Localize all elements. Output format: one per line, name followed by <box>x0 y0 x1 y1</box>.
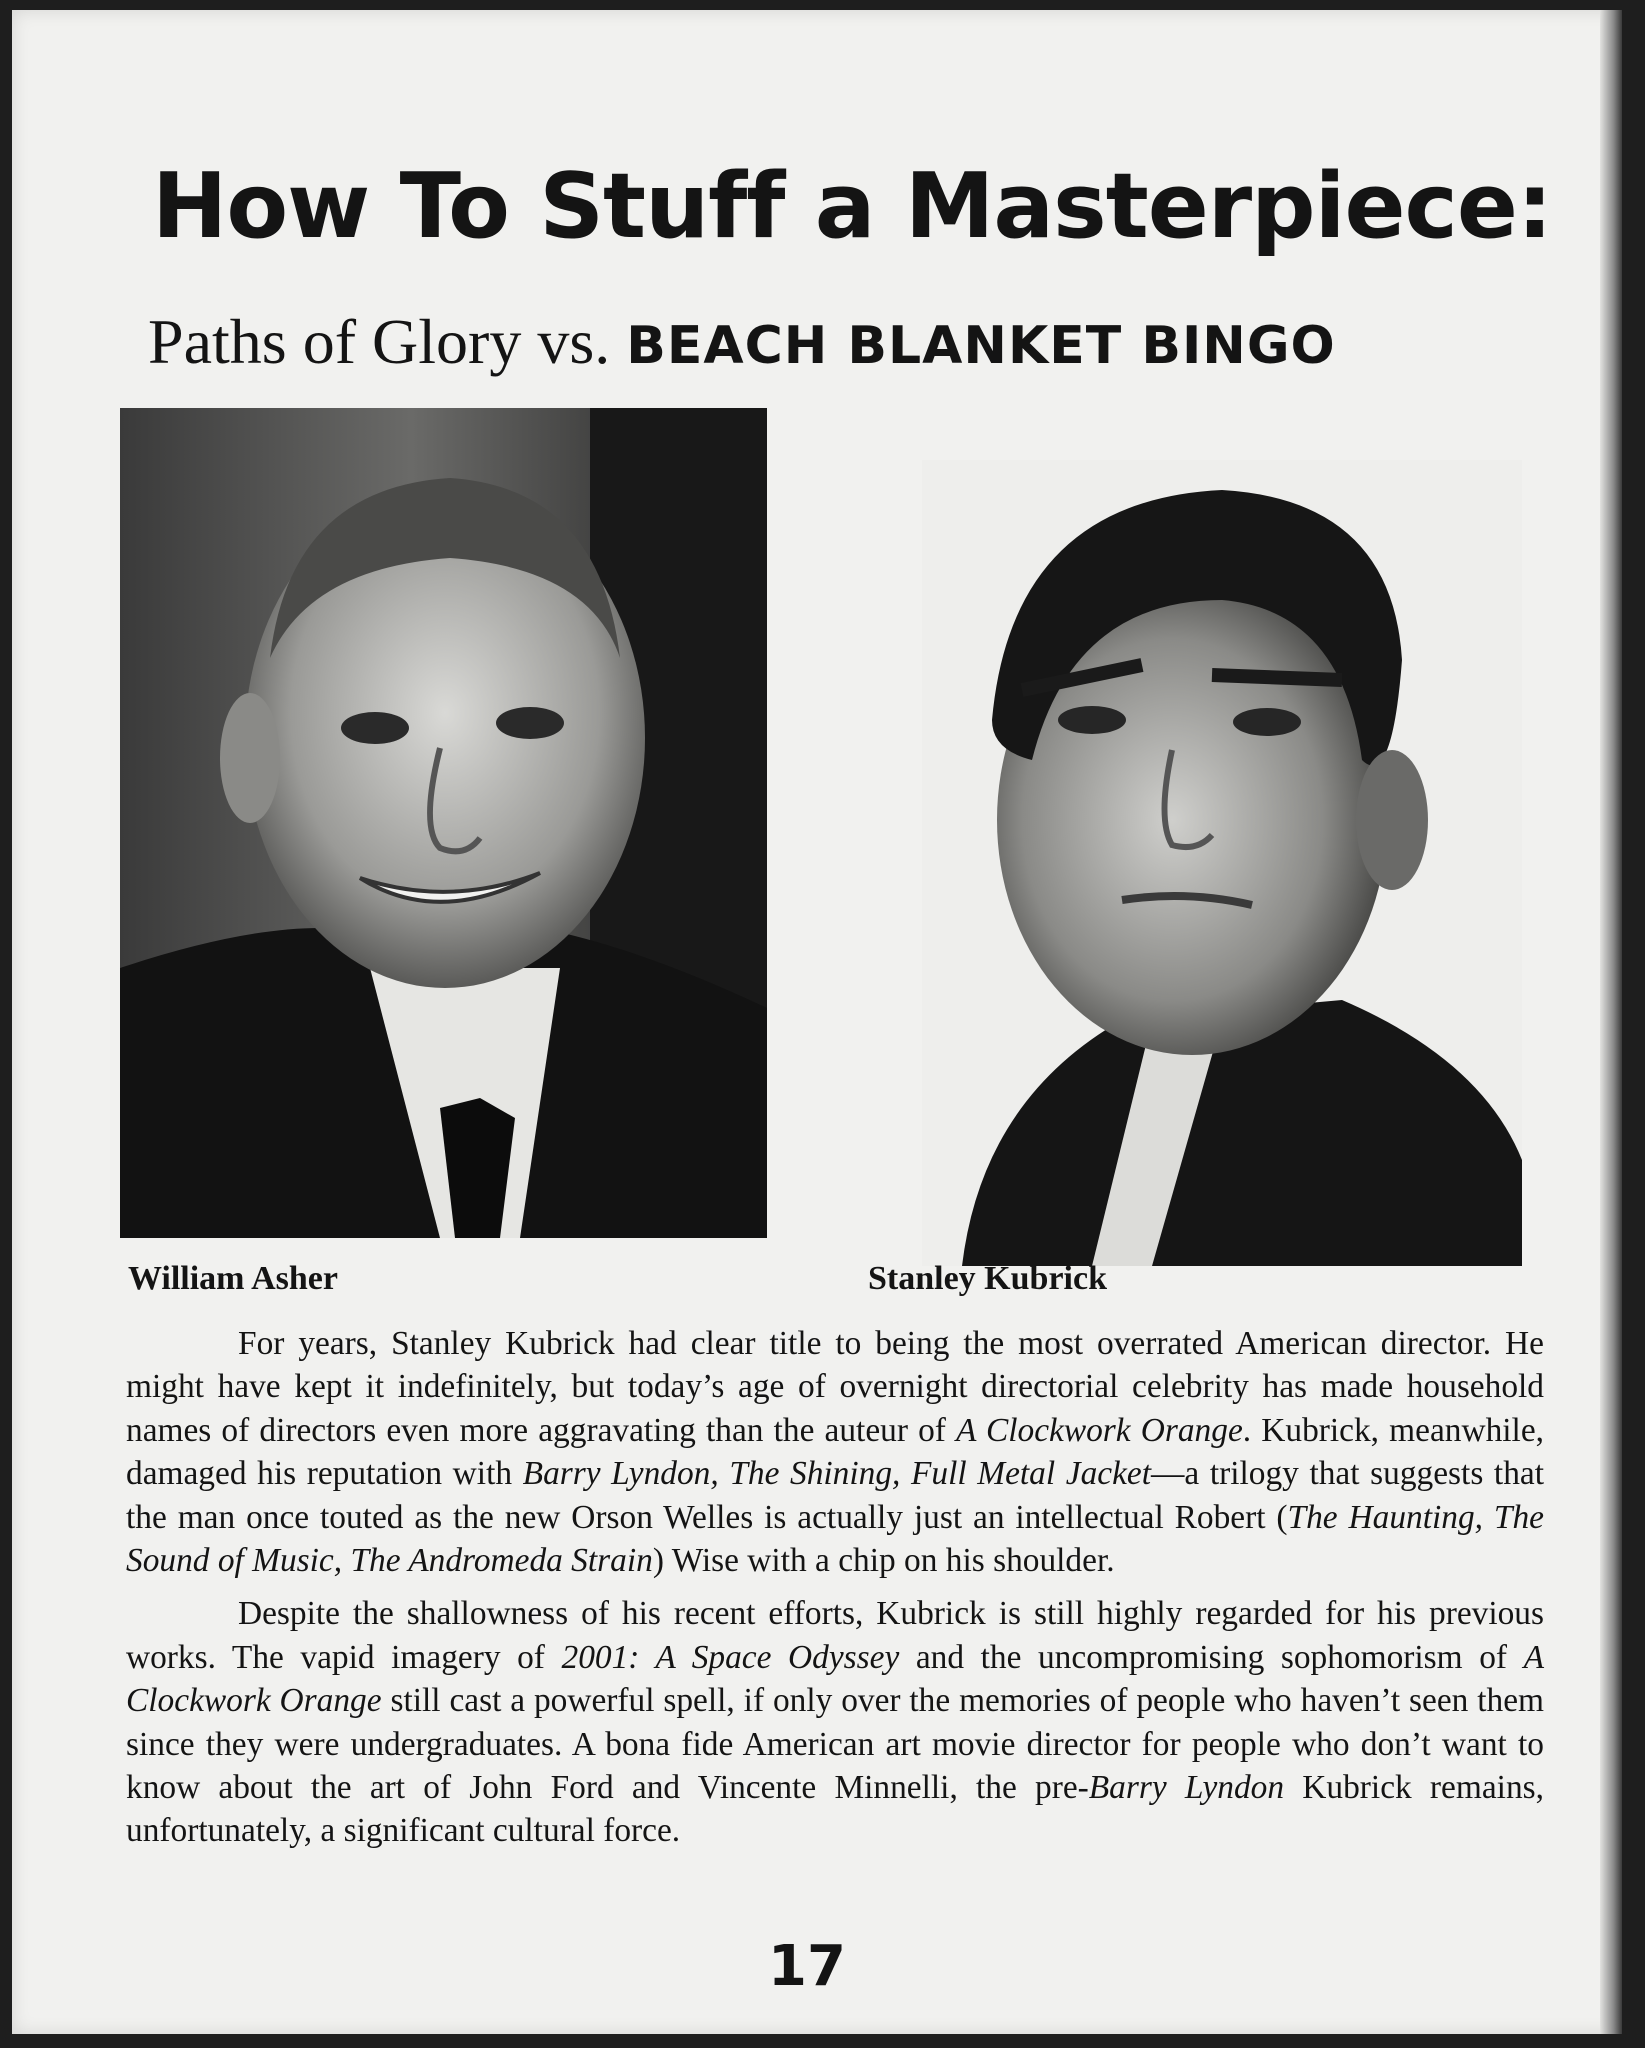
magazine-page <box>12 10 1622 2034</box>
italic-title-run: Barry Lyndon, The Shining, Full Metal Jacket <box>522 1455 1151 1493</box>
italic-title-run: The Haunting, The Sound of Music, The Andromeda Strain <box>126 1498 1544 1580</box>
stanley-kubrick-caption: Stanley Kubrick <box>868 1260 1107 1297</box>
text-run: still cast a powerful spell, if only over the memories of people who haven’t seen them since they were undergraduates. A bona fide American art movie director for people who don’t want to know about the art of John Ford and Vincente Minnelli, the pre- <box>126 1682 1545 1807</box>
stanley-kubrick-photo <box>922 460 1522 1266</box>
article-subtitle <box>148 306 1568 377</box>
subtitle-film-two: BEACH BLANKET BINGO <box>626 316 1336 376</box>
page-number: 17 <box>768 1934 846 1999</box>
text-run: . Kubrick, meanwhile, damaged his reputation with <box>126 1411 1544 1493</box>
william-asher-caption: William Asher <box>128 1260 338 1297</box>
italic-title-run: Barry Lyndon <box>1088 1769 1285 1807</box>
text-run: Kubrick remains, unfortunately, a significant cultural force. <box>126 1769 1544 1850</box>
article-body <box>126 1322 1544 1853</box>
william-asher-photo <box>120 408 767 1238</box>
article-paragraph <box>126 1322 1544 1582</box>
article-paragraph <box>126 1592 1544 1852</box>
italic-title-run: A Clockwork Orange <box>126 1638 1544 1720</box>
william-asher-portrait-illustration <box>120 408 767 1238</box>
text-run: and the uncompromising sophomorism of <box>899 1638 1524 1676</box>
text-run: —a trilogy that suggests that the man once touted as the new Orson Welles is actually just an intellectual Robert ( <box>126 1455 1544 1536</box>
text-run: Despite the shallowness of his recent efforts, Kubrick is still highly regarded for his previous works. The vapid imagery of <box>126 1595 1544 1676</box>
stanley-kubrick-portrait-illustration <box>922 460 1522 1266</box>
text-run: For years, Stanley Kubrick had clear title to being the most overrated American director. He might have kept it indefinitely, but today’s age of overnight directorial celebrity has made household names of directors even more aggravating than the auteur of <box>126 1325 1544 1449</box>
article-title: How To Stuff a Masterpiece: <box>152 154 1552 259</box>
text-run: ) Wise with a chip on his shoulder. <box>652 1542 1115 1580</box>
page-spine-shadow <box>1600 10 1622 2034</box>
italic-title-run: 2001: A Space Odyssey <box>561 1638 900 1676</box>
italic-title-run: A Clockwork Orange <box>956 1411 1243 1449</box>
subtitle-film-one: Paths of Glory vs. <box>148 306 611 377</box>
